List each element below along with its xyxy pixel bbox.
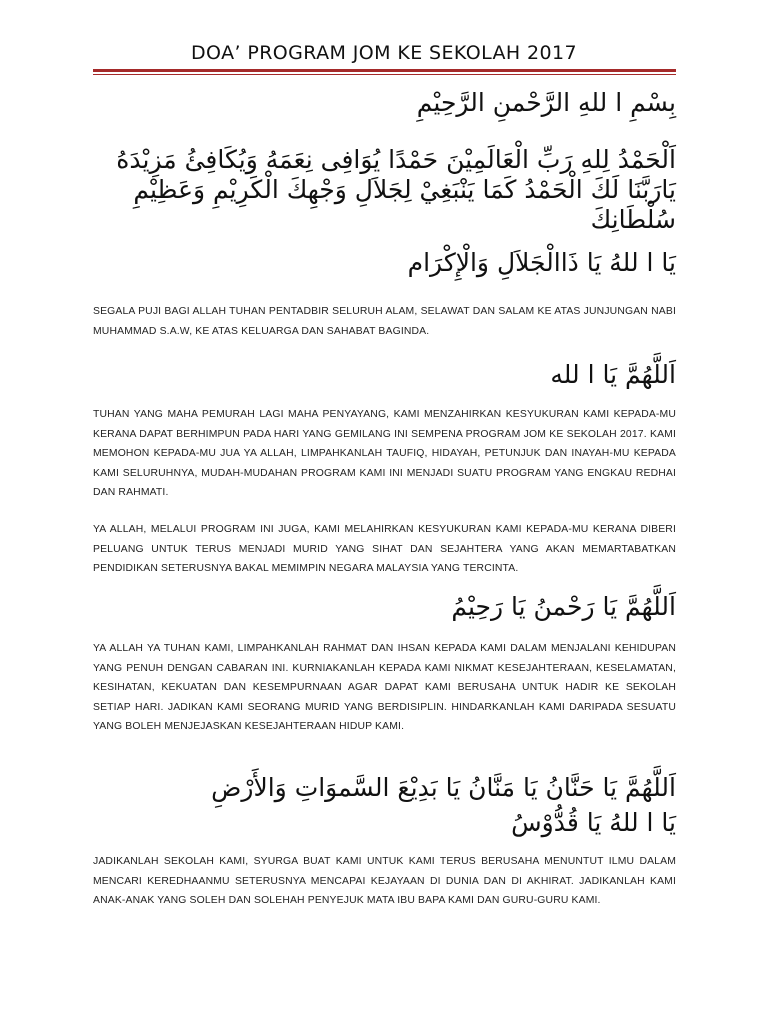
- arabic-hamd-line-1: اَلْحَمْدُ لِلهِ رَبِّ الْعَالَمِيْنَ حَمْدًا يُوَافِى نِعَمَهُ وَيُكَافِئُ مَزِيْدَهُ: [116, 145, 676, 174]
- arabic-hamd-line-3: سُلْطَانِكَ: [590, 205, 676, 234]
- arabic-basmalah: بِسْمِ ا للهِ الرَّحْمنِ الرَّحِيْمِ: [416, 88, 676, 117]
- title-rule-thin: [93, 74, 676, 75]
- arabic-ya-dzal-jalal: يَا ا للهُ يَا ذَاالْجَلاَلِ وَالْإِكْرَام: [407, 248, 676, 277]
- malay-paragraph-3: YA ALLAH, MELALUI PROGRAM INI JUGA, KAMI MELAHIRKAN KESYUKURAN KAMI KEPADA-MU KERANA DIBERI PELUANG UNTUK TERUS MENJADI MURID YANG SIHAT DAN SEJAHTERA YANG AKAN MEMARTABATKAN PENDIDIKAN SETERUSNYA BAKAL MEMIMPIN NEGARA MALAYSIA YANG TERCINTA.: [93, 524, 676, 575]
- arabic-allahumma-hannan-line-1: اَللَّهُمَّ يَا حَنَّانُ يَا مَنَّانُ يَا بَدِيْعَ السَّموَاتِ وَالأَرْضِ: [211, 773, 676, 802]
- malay-paragraph-2: TUHAN YANG MAHA PEMURAH LAGI MAHA PENYAYANG, KAMI MENZAHIRKAN KESYUKURAN KAMI KEPADA-MU KERANA DAPAT BERHIMPUN PADA HARI YANG GEMILANG INI SEMPENA PROGRAM JOM KE SEKOLAH 2017. KAMI MEMOHON KEPADA-MU JUA YA ALLAH, LIMPAHKANLAH TAUFIQ, HIDAYAH, PETUNJUK DAN INAYAH-MU KEPADA KAMI SELURUHNYA, MUDAH-MUDAHAN PROGRAM KAMI INI MENJADI SUATU PROGRAM YANG ENGKAU REDHAI DAN RAHMATI.: [93, 409, 676, 499]
- title-rule-thick: [93, 69, 676, 72]
- malay-paragraph-5: JADIKANLAH SEKOLAH KAMI, SYURGA BUAT KAMI UNTUK KAMI TERUS BERUSAHA MENUNTUT ILMU DALAM MENCARI KEREDHAANMU SETERUSNYA MENCAPAI KEJAYAAN DI DUNIA DAN DI AKHIRAT. JADIKANLAH KAMI ANAK-ANAK YANG SOLEH DAN SOLEHAH PENYEJUK MATA IBU BAPA KAMI DAN GURU-GURU KAMI.: [93, 856, 676, 907]
- arabic-hamd-line-2: يَارَبَّنَا لَكَ الْحَمْدُ كَمَا يَنْبَغِيْ لِجَلاَلِ وَجْهِكَ الْكَرِيْمِ وَعَظِيْمِ: [133, 175, 676, 204]
- arabic-allahumma-ya-allah: اَللَّهُمَّ يَا ا لله: [550, 360, 676, 389]
- arabic-allahumma-rahman: اَللَّهُمَّ يَا رَحْمنُ يَا رَحِيْمُ: [451, 592, 676, 621]
- page-title: DOA’ PROGRAM JOM KE SEKOLAH 2017: [191, 42, 577, 64]
- malay-paragraph-1: SEGALA PUJI BAGI ALLAH TUHAN PENTADBIR SELURUH ALAM, SELAWAT DAN SALAM KE ATAS JUNJUNGAN NABI MUHAMMAD S.A.W, KE ATAS KELUARGA DAN SAHABAT BAGINDA.: [93, 306, 676, 337]
- arabic-allahumma-hannan-line-2: يَا ا للهُ يَا قُدُّوْسُ: [511, 808, 676, 837]
- malay-paragraph-4: YA ALLAH YA TUHAN KAMI, LIMPAHKANLAH RAHMAT DAN IHSAN KEPADA KAMI DALAM MENJALANI KEHIDUPAN YANG PENUH DENGAN CABARAN INI. KURNIAKANLAH KEPADA KAMI NIKMAT KESEJAHTERAAN, KESELAMATAN, KESIHATAN, KEKUATAN DAN KESEMPURNAAN AGAR DAPAT KAMI BERUSAHA UNTUK HADIR KE SEKOLAH SETIAP HARI. JADIKAN KAMI SEORANG MURID YANG BERDISIPLIN. HINDARKANLAH KAMI DARIPADA SESUATU YANG BOLEH MENJEJASKAN KESEJAHTERAAN HIDUP KAMI.: [93, 643, 676, 733]
